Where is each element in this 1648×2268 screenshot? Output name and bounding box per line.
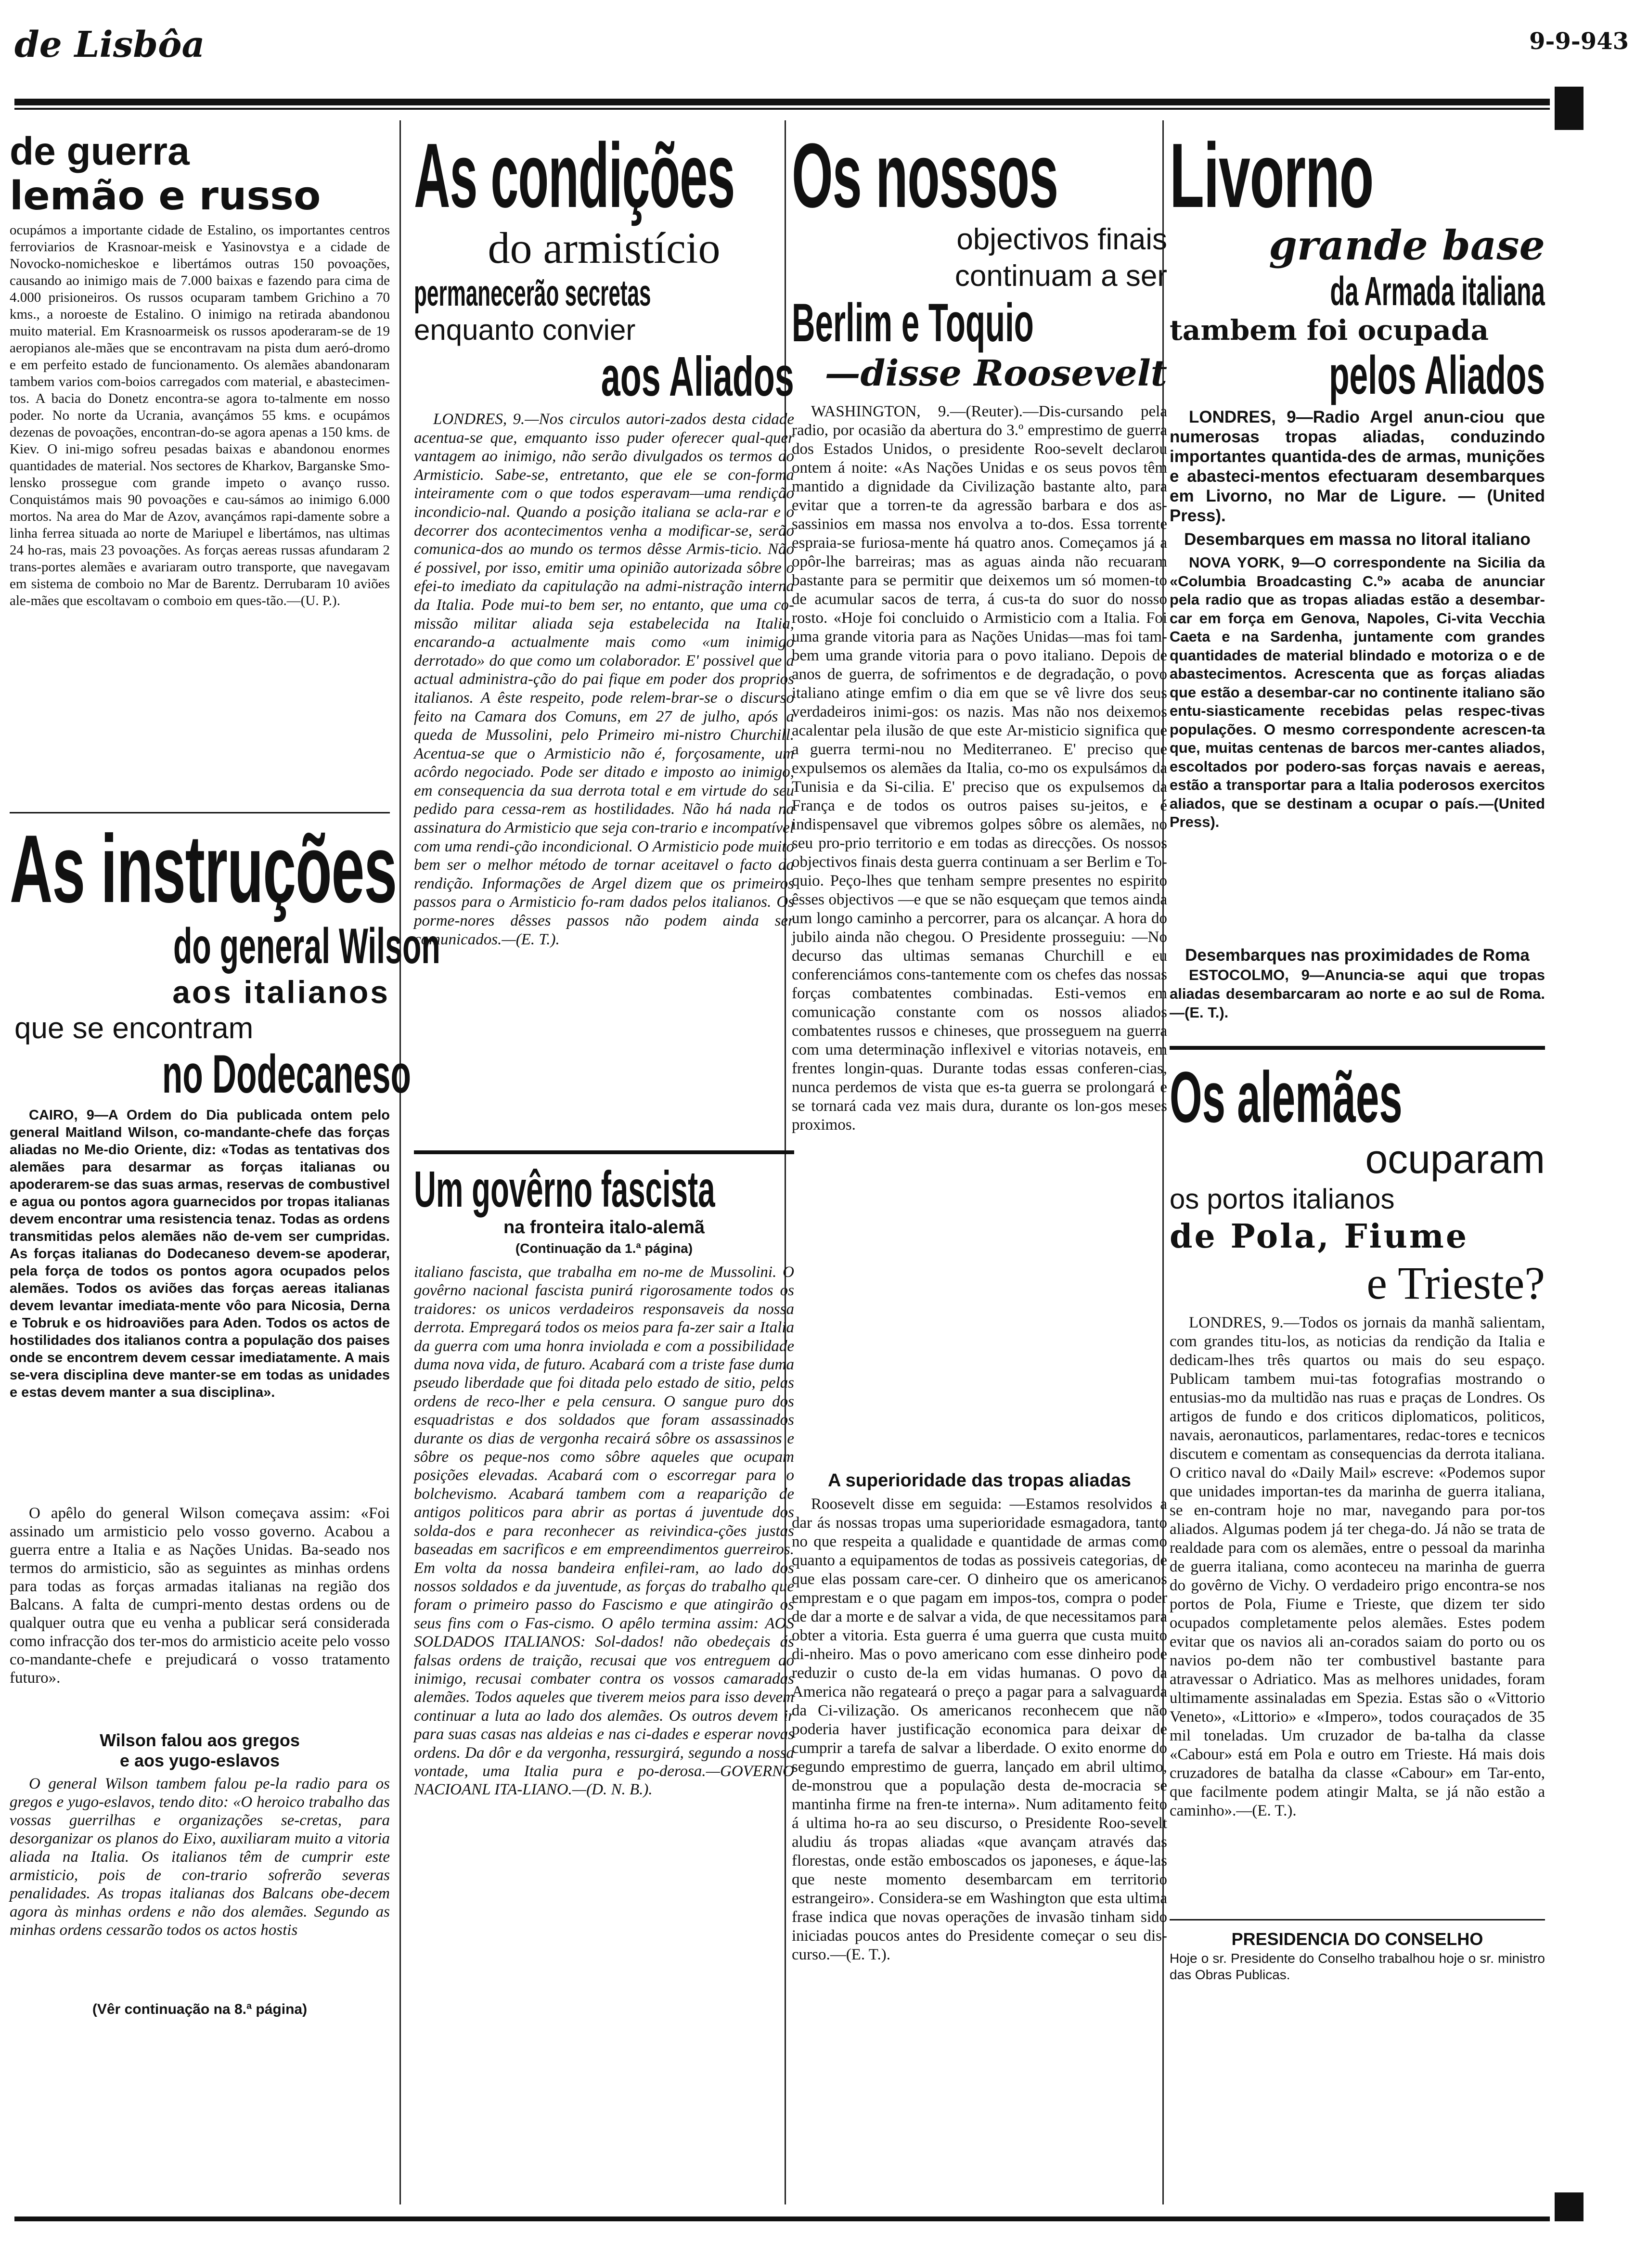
headline-as-condicoes: As condições xyxy=(414,125,735,227)
article-wilson-radio: O general Wilson tambem falou pe-la radio para os gregos e yugo-eslavos, tendo dito: «O heroico trabalho das vossas guerrilhas e organizações se-cretas, para desorganizar os planos do Eixo, auxiliaram muito a vitoria aliada na Italia. Os italianos têm de cumprir este armisticio, pois de con-trario sofrerão severas penalidades. As tropas italianas dos Balcans obe-decem agora às minhas ordens e não dos alemães. Segundo as minhas ordens cessarão todos os actos hostis xyxy=(10,1775,390,1939)
subhead-desembarques-massa: Desembarques em massa no litoral italiano xyxy=(1184,530,1531,549)
column-2 xyxy=(414,125,794,2209)
headline-pelos-aliados: pelos Aliados xyxy=(1329,345,1545,405)
notice-presidencia-head: PRESIDENCIA DO CONSELHO xyxy=(1231,1929,1483,1949)
headline-disse-roosevelt: —disse Roosevelt xyxy=(824,353,1167,394)
divider xyxy=(1170,1046,1545,1050)
headline-continuam: continuam a ser xyxy=(954,259,1167,293)
headline-governo-fascista: Um govêrno fascista xyxy=(414,1161,715,1218)
article-roosevelt: WASHINGTON, 9.—(Reuter).—Dis-cursando pela radio, por ocasião da abertura do 3.º emprestimo de guerra dos Estados Unidos, o presidente Roo-sevelt declarou ontem á noite: «As Nações Unidas e os seus povos têm mantido a dignidade da Civilização bastante alto, para evitar que a torren-te da agressão barbara e dos as-sassinios em massa nos envolva a to-dos. Essa torrente espraia-se furiosa-mente há quatro anos. Começamos já a opôr-lhe barreiras; mas as aguas ainda não recuaram bastante para se permitir que deixemos um só momen-to de acumular sacos de terra, á cus-ta do suor do nosso rosto. «Hoje foi concluido o Armisticio com a Italia. Foi uma grande vitoria para as Nações Unidas—mas foi tam-bem uma grande vitoria para o povo italiano. Depois de anos de guerra, de sofrimentos e de degradação, o povo italiano atinge emfim o dia em que se vê livre dos seus verdadeiros inimi-gos: os nazis. Mas não nos deixemos acalentar pela ilusão de que este Ar-misticio significa que a guerra termi-nou no Mediterraneo. E' preciso que expulsemos os alemães da Italia, co-mo os expulsámos da Tunisia e da Si-cilia. E' preciso que os expulsemos da França e de todos os outros paises su-jeitos, e é indispensavel que vibremos golpes sôbre os alemães, no seu pro-prio territorio e em todas as direcções. Os nossos objectivos finais desta guerra continuam a ser Berlim e To-quio. Peço-lhes que tenham sempre presentes no espirito êsses objectivos —e que se não esqueçam que temos ainda um longo caminho a percorrer, para os alcançar. A hora do jubilo ainda não chegou. O Presidente prosseguiu: —No decurso das ultimas semanas Churchill e eu conferenciámos cons-tantemente com os chefes das nossas forças combatentes combinadas. Esti-vemos em comunicação constante com os nossos aliados combatentes russos e chineses, que prosseguem na guerra com uma determinação inflexivel e vitorias notaveis, em frentes longin-quas. Durante todas essas conferen-cias, nunca perdemos de vista que es-ta guerra se prolongará e se tornará cada vez mais dura, durante os lon-gos meses proximos. xyxy=(792,403,1167,1134)
issue-date: 9-9-943 xyxy=(1529,28,1629,55)
headline-aos-italianos: aos italianos xyxy=(172,974,390,1010)
headline-portos-italianos: os portos italianos xyxy=(1170,1184,1395,1215)
headline-dodecaneso: no Dodecaneso xyxy=(162,1044,411,1104)
article-wilson-appeal: O apêlo do general Wilson começava assim: «Foi assinado um armisticio pelo vosso governo. Acabou a guerra entre a Italia e as Nações Unidas. Ba-seado nos termos do armisticio, são as seguintes as minhas ordens para todas as forças armadas italianas na região dos Balcans. A falta de cumpri-mento destas ordens ou de qualquer outra que eu venha a publicar será considerada como infracção dos ter-mos do armisticio aceite pelo vosso co-mandante-chefe e prejudicará o vosso tratamento futuro». xyxy=(10,1505,390,1687)
headline-instrucoes: As instruções xyxy=(10,815,397,923)
headline-enquanto-convier: enquanto convier xyxy=(414,314,636,346)
article-russian-front: ocupámos a importante cidade de Estalino, os importantes centros ferroviarios de Krasnoar-meisk e Yasinovstya e a cidade de Novocko-nomicheskoe e libertámos outras 150 povoações, causando ao inimigo mais de 7.000 baixas e fazendo para cima de 4.000 prisioneiros. Os russos ocuparam tambem Grichino a 70 kms., a noroeste de Estalino. O inimigo na retirada abandonou muito material. Em Krasnoarmeisk os russos apoderaram-se de 19 aeropianos ale-mães que se encontravam na pista dum aeró-dromo e em perfeito estado de funcionamento. Os alemães abandonaram tambem varios com-boios carregados com material, e abastecimen-tos. A bacia do Donetz encontra-se agora to-talmente em nosso poder. No norte da Ucrania, avançámos 55 kms. e ocupámos dezenas de povoações, encontran-do-se agora apenas a 150 kms. de Kiev. O ini-migo sofreu pesadas baixas e abandonou enormes quantidades de material. Nos sectores de Kharkov, Barganske Smo-lensko prossegue com grande impeto o avanço russo. Conquistámos mais 90 povoações e cau-sámos ao inimigo 6.000 mortos. Na area do Mar de Azov, avançámos rapi-damente sobre a linha ferrea situada ao norte de Mariupel e libertámos, nas ultimas 24 ho-ras, mais 23 povoações. As forças aereas russas afundaram 2 trans-portes alemães e avariaram outro transporte, que navegavam em sistema de comboio no Mar de Barentz. Derrubaram 10 aviões ale-mães que escoltavam o comboio em ques-tão.—(U. P.). xyxy=(10,222,390,608)
headline-livorno: Livorno xyxy=(1170,125,1374,227)
bottom-rule xyxy=(14,2216,1550,2221)
headline-permanecerao-secretas: permanecerão secretas xyxy=(414,273,651,314)
article-governo-fascista: italiano fascista, que trabalha em no-me de Mussolini. O govêrno nacional fascista punirá rigorosamente todos os traidores: os unicos verdadeiros responsaveis da nossa derrota. Empregará todos os meios para fa-zer sair a Italia da guerra com uma honra inviolada e com a possibilidade duma nova vida, de futuro. Acabará com a triste fase duma pseudo liberdade que foi ditada pelo estado de sitio, pelas ordens de reco-lher e pela censura. O sangue puro dos esquadristas e dos soldados que foram assassinados durante os dias de vergonha recairá sôbre os assassinos e sôbre os peque-nos como sôbre aqueles que ocupam posições elevadas. Acabará com o escorregar para o bolchevismo. Acabará tambem com a reaparição de antigos politicos para abrir as portas á juventude dos solda-dos e para reconhecer as reivindica-ções justas baseadas em sacrificos e em empreendimentos guerreiros. Em volta da nossa bandeira enfilei-ram, ao lado dos nossos soldados e da juventude, as forças do trabalho que foram o primeiro passo do Fascismo e que atingirão os seus fins com o Fas-cismo. O apêlo termina assim: AOS SOLDADOS ITALIANOS: Sol-dados! não obedeçais ás falsas ordens de traição, recusai que vos entreguem ao inimigo, recusai combater contra os vossos camaradas alemães. Todos aqueles que tiverem meios para isso devem continuar a luta ao lado dos alemães. Os outros devem ir para suas casas nas aldeias e nas ci-dades e esperar novas ordens. Da dôr e da vergonha, ressurgirá, segundo a nossa vontade, uma Italia pura e po-derosa.—GOVERNO NACIOANL ITA-LIANO.—(D. N. B.). xyxy=(414,1263,794,1799)
headline-grande-base: grande base xyxy=(1269,221,1545,269)
article-dodecaneso: CAIRO, 9—A Ordem do Dia publicada ontem pelo general Maitland Wilson, co-mandante-chefe das forças aliadas no Me-dio Oriente, diz: «Todas as tentativas dos alemães para desarmar as forças italianas ou apoderarem-se das suas armas, reservas de combustivel e agua ou pontos agora guarnecidos por tropas italianas devem encontrar uma resistencia tenaz. Todas as ordens transmitidas pelos alemães não de-vem ser cumpridas. As forças italianas do Dodecaneso devem-se apoderar, pela força de todos os pontos agora ocupados pelos alemães. Todos os aviões das forças aereas italianas devem levantar imediata-mente vôo para Nicosia, Derna e Tobruk e os hidroaviões para Aden. Todos os actos de hostilidades dos italianos contra a população dos paises onde se encontrem devem cessar imediatamente. A mais se-vera disciplina deve manter-se em todas as unidades e estas devem manter a sua disciplina». xyxy=(10,1108,390,1400)
subhead-desembarques-roma: Desembarques nas proximidades de Roma xyxy=(1185,946,1530,965)
subhead-fronteira: na fronteira italo-alemã xyxy=(503,1217,705,1237)
continuation-note: (Continuação da 1.ª página) xyxy=(515,1241,693,1256)
headline-de-guerra: de guerra xyxy=(10,129,190,173)
divider xyxy=(414,1150,794,1154)
headline-armada-italiana: da Armada italiana xyxy=(1330,269,1545,314)
corner-block xyxy=(1555,87,1584,130)
headline-berlim-toquio: Berlim e Toquio xyxy=(792,293,1034,353)
headline-os-nossos: Os nossos xyxy=(792,125,1058,227)
article-armisticio: LONDRES, 9.—Nos circulos autori-zados desta cidade acentua-se que, emquanto isso puder oferecer qual-quer vantagem ao inimigo, não serão divulgados os termos do Armisticio. Sabe-se, entretanto, que ele se con-forma inteiramente com o que todos esperavam—uma rendição incondicio-nal. Quando a posição italiana se acla-rar e o decorrer dos acontecimentos venha a modificar-se, serão comunica-dos ao mundo os termos dêsse Armis-ticio. Não é possivel, por isso, emitir uma opinião autorizada sôbre o efei-to imediato da capitulação na admi-nistração interna da Italia. Pode mui-to bem ser, no entanto, que uma co-missão militar aliada seja estabelecida na Italia, encarando-a actualmente mais como «um inimigo derrotado» do que como um colaborador. E' possivel que a actual administra-ção do pai fique em poder dos proprios italianos. A êste respeito, pode relem-brar-se o discurso feito na Camara dos Comuns, em 27 de julho, após a queda de Mussolini, pelo Primeiro mi-nistro Churchill. Acentua-se que o Armisticio não é, forçosamente, um acôrdo negociado. Pode ser ditado e imposto ao inimigo, em consequencia da sua derrota total e em virtude do seu pedido para cessa-rem as hostilidades. Não há nada na assinatura do Armisticio que seja con-trario e incompatível com uma rendi-ção incondicional. O Armisticio pode muito bem ser o melhor método de tornar aceitavel o facto da rendição. Informações de Argel dizem que os primeiros passos para o Armisticio fo-ram dados pelos italianos. Os porme-nores dêsses passos não podem ainda ser comunicados.—(E. T.). xyxy=(414,411,794,948)
column-1 xyxy=(10,129,440,2209)
divider xyxy=(1170,1919,1545,1920)
column-4 xyxy=(1170,125,1545,2209)
continuation-note: (Vêr continuação na 8.ª página) xyxy=(92,2001,308,2017)
notice-presidencia-text: Hoje o sr. Presidente do Conselho trabalhou hoje o sr. ministro das Obras Publicas. xyxy=(1170,1951,1545,1982)
corner-block-bottom xyxy=(1555,2192,1584,2221)
subhead-wilson-gregos: Wilson falou aos gregos xyxy=(100,1730,300,1750)
column-3 xyxy=(792,125,1167,2209)
headline-objectivos: objectivos finais xyxy=(956,223,1167,256)
headline-general-wilson: do general Wilson xyxy=(173,918,440,974)
headline-ocuparam: ocuparam xyxy=(1365,1136,1545,1182)
subhead-yugo-eslavos: e aos yugo-eslavos xyxy=(119,1751,280,1770)
headline-pola-fiume: de Pola, Fiume xyxy=(1170,1217,1469,1256)
newspaper-title: de Lisbôa xyxy=(14,24,205,65)
article-estocolmo: ESTOCOLMO, 9—Anuncia-se aqui que tropas aliadas desembarcaram ao norte e ao sul de Roma.—(E. T.). xyxy=(1170,966,1545,1021)
column-divider xyxy=(399,120,401,2204)
subhead-superioridade: A superioridade das tropas aliadas xyxy=(827,1470,1132,1491)
divider xyxy=(10,812,390,813)
headline-tambem-ocupada: tambem foi ocupada xyxy=(1170,314,1489,347)
headline-e-trieste: e Trieste? xyxy=(1366,1257,1545,1309)
headline-que-se-encontram: que se encontram xyxy=(14,1012,254,1045)
headline-os-alemaes: Os alemães xyxy=(1170,1057,1403,1137)
headline-alemao-russo: lemão e russo xyxy=(10,173,321,219)
top-rule xyxy=(14,99,1550,105)
headline-aos-aliados: aos Aliados xyxy=(601,345,794,408)
article-roosevelt-2: Roosevelt disse em seguida: —Estamos resolvidos a dar ás nossas tropas uma superioridade esmagadora, tanto no que respeita a qualidade e quantidade de armas como quanto a equipamentos de todas as possiveis categorias, de que elas possam care-cer. O dinheiro que os americanos emprestam e o que pagam em impos-tos, compra o poder de dar a morte e de salvar a vida, de que necessitamos para obter a vitoria. Esta guerra é uma guerra que custa muito di-nheiro. Mas o povo americano com esse dinheiro pode reduzir o custo de-la em vidas humanas. O povo da America não regateará o preço a pagar para a salvaguarda da Ci-vilização. Os americanos reconhecem que não poderia haver justificação economica para deixar de cumprir a tarefa de salvar a liberdade. O exito enorme do segundo emprestimo de guerra, lançado em abril ultimo, de-monstrou que a população desta de-mocracia se mantinha firme na fren-te interna». Num aditamento feito á ultima ho-ra ao seu discurso, o Presidente Roo-sevelt aludiu ás tropas aliadas «que avançam através das florestas, onde estão emboscados os japoneses, e áque-las que neste momento desembarcam em territorio estrangeiro». Considera-se em Washington que esta ultima frase indica que novas operações de invasão tinham sido iniciadas poucos antes do Presidente começar o seu dis-curso.—(E. T.). xyxy=(792,1495,1167,1963)
headline-do-armisticio: do armistício xyxy=(488,223,721,272)
article-portos: LONDRES, 9.—Todos os jornais da manhã salientam, com grandes titu-los, as noticias da rendição da Italia e dedicam-lhes três quartos ou mais do seu espaço. Publicam tambem mui-tas fotografias mostrando o entusias-mo da multidão nas ruas e praças de Londres. Os artigos de fundo e dos criticos diplomaticos, politicos, navais, aeronauticos, parlamentares, redac-tores e tecnicos discutem e comentam as consequencias da derrota italiana. O critico naval do «Daily Mail» escreve: «Podemos supor que unidades importan-tes da marinha de guerra italiana, se en-contram hoje no mar, navegando para por-tos aliados. Algumas podem já ter chega-do. Já não se trata de realdade para com os alemães, entre o pessoal da marinha de guerra italiana, como aconteceu na marinha de guerra do govêrno de Vichy. O verdadeiro prigo encontra-se nos portos de Pola, Fiume e Trieste, que dizem ter sido ocupados completamente pelos alemães. Estes podem evitar que os navios ali an-corados saiam do porto ou os navios po-dem não ter combustivel bastante para atravessar o Adriatico. Mas as melhores unidades, foram ultimamente assinaladas em Spezia. Estas são o «Vittorio Veneto», «Littorio» e «Impero», todos couraçados de 35 mil toneladas. Um cruzador de ba-talha da classe «Cabour» está em Pola e outro em Trieste. Há mais dois cruzadores de batalha da classe «Cabour» em Tar-ento, que facilmente podem atingir Malta, se já não estão a caminho».—(E. T.). xyxy=(1170,1314,1545,1819)
article-nova-york: NOVA YORK, 9—O correspondente na Sicilia da «Columbia Broadcasting C.º» acaba de anunciar pela radio que as tropas aliadas estão a desembar-car em força em Genova, Napoles, Ci-vita Vecchia Caeta e na Sardenha, juntamente com grandes quantidades de material blindado e motoriza o e de abastecimentos. Acrescenta que as forças aliadas que estão a desembar-car no continente italiano são entu-siasticamente recebidas pelas respec-tivas populações. O mesmo correspondente acrescen-ta que, muitas centenas de barcos mer-cantes aliados, escoltados por podero-sas forças navais e aereas, estão a transportar para a Italia poderosos exercitos aliados, que se destinam a ocupar o país.—(United Press). xyxy=(1170,554,1545,830)
top-rule-thin xyxy=(14,108,1550,110)
article-livorno: LONDRES, 9—Radio Argel anun-ciou que numerosas tropas aliadas, conduzindo importantes quantida-des de armas, munições e abasteci-mentos efectuaram desembarques em Livorno, no Mar de Ligure. — (United Press). xyxy=(1170,408,1545,525)
